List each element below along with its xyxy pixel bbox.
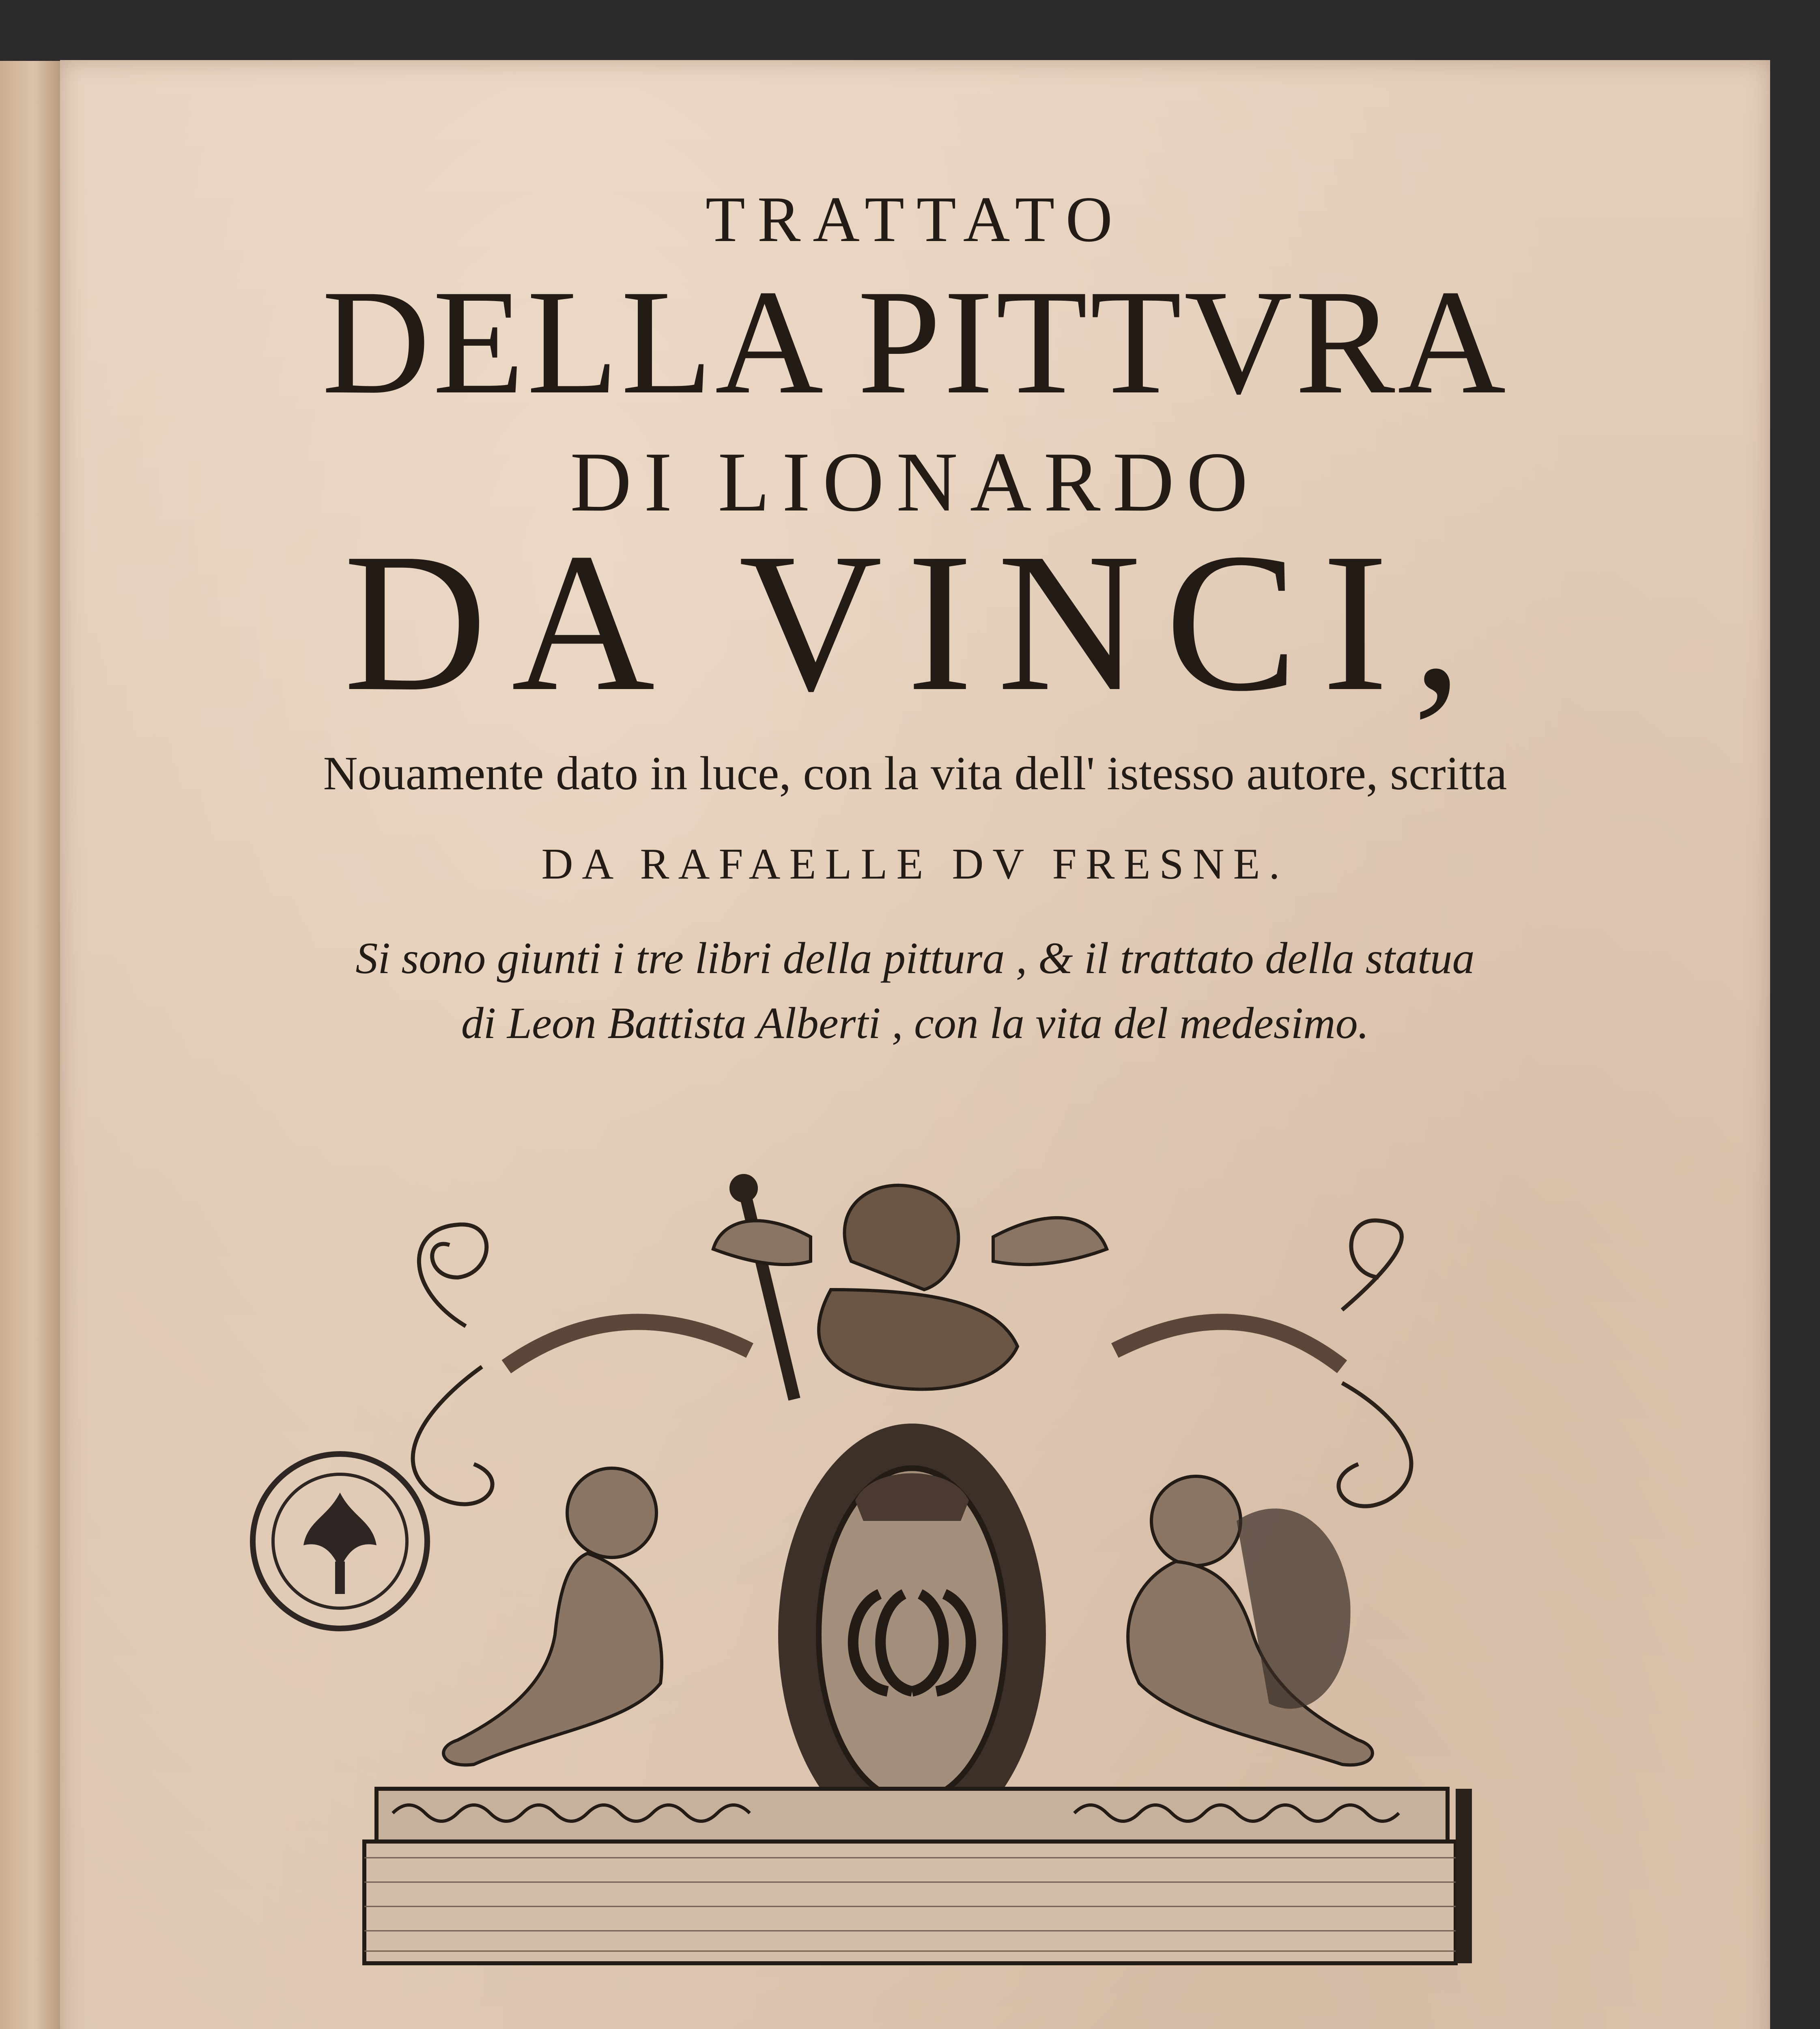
title-line-trattato: TRATTATO	[705, 183, 1125, 255]
title-line-della-pittura: DELLA PITTVRA	[322, 259, 1508, 425]
left-page-edge	[0, 61, 61, 2029]
title-line-di-lionardo: DI LIONARDO	[570, 435, 1260, 529]
title-line-da-vinci: DA VINCI,	[343, 512, 1487, 732]
addition-line-1: Si sono giunti i tre libri della pittura , & il trattato della statua	[355, 933, 1475, 983]
addition-line-2: di Leon Battista Alberti , con la vita del medesimo.	[461, 998, 1369, 1048]
library-stamp	[247, 1448, 433, 1635]
author-line: DA RAFAELLE DV FRESNE.	[541, 840, 1289, 888]
title-page	[60, 60, 1770, 2029]
subtitle: Nouamente dato in luce, con la vita dell' istesso autore, scritta	[323, 747, 1507, 800]
engraved-vignette	[303, 1156, 1521, 2029]
